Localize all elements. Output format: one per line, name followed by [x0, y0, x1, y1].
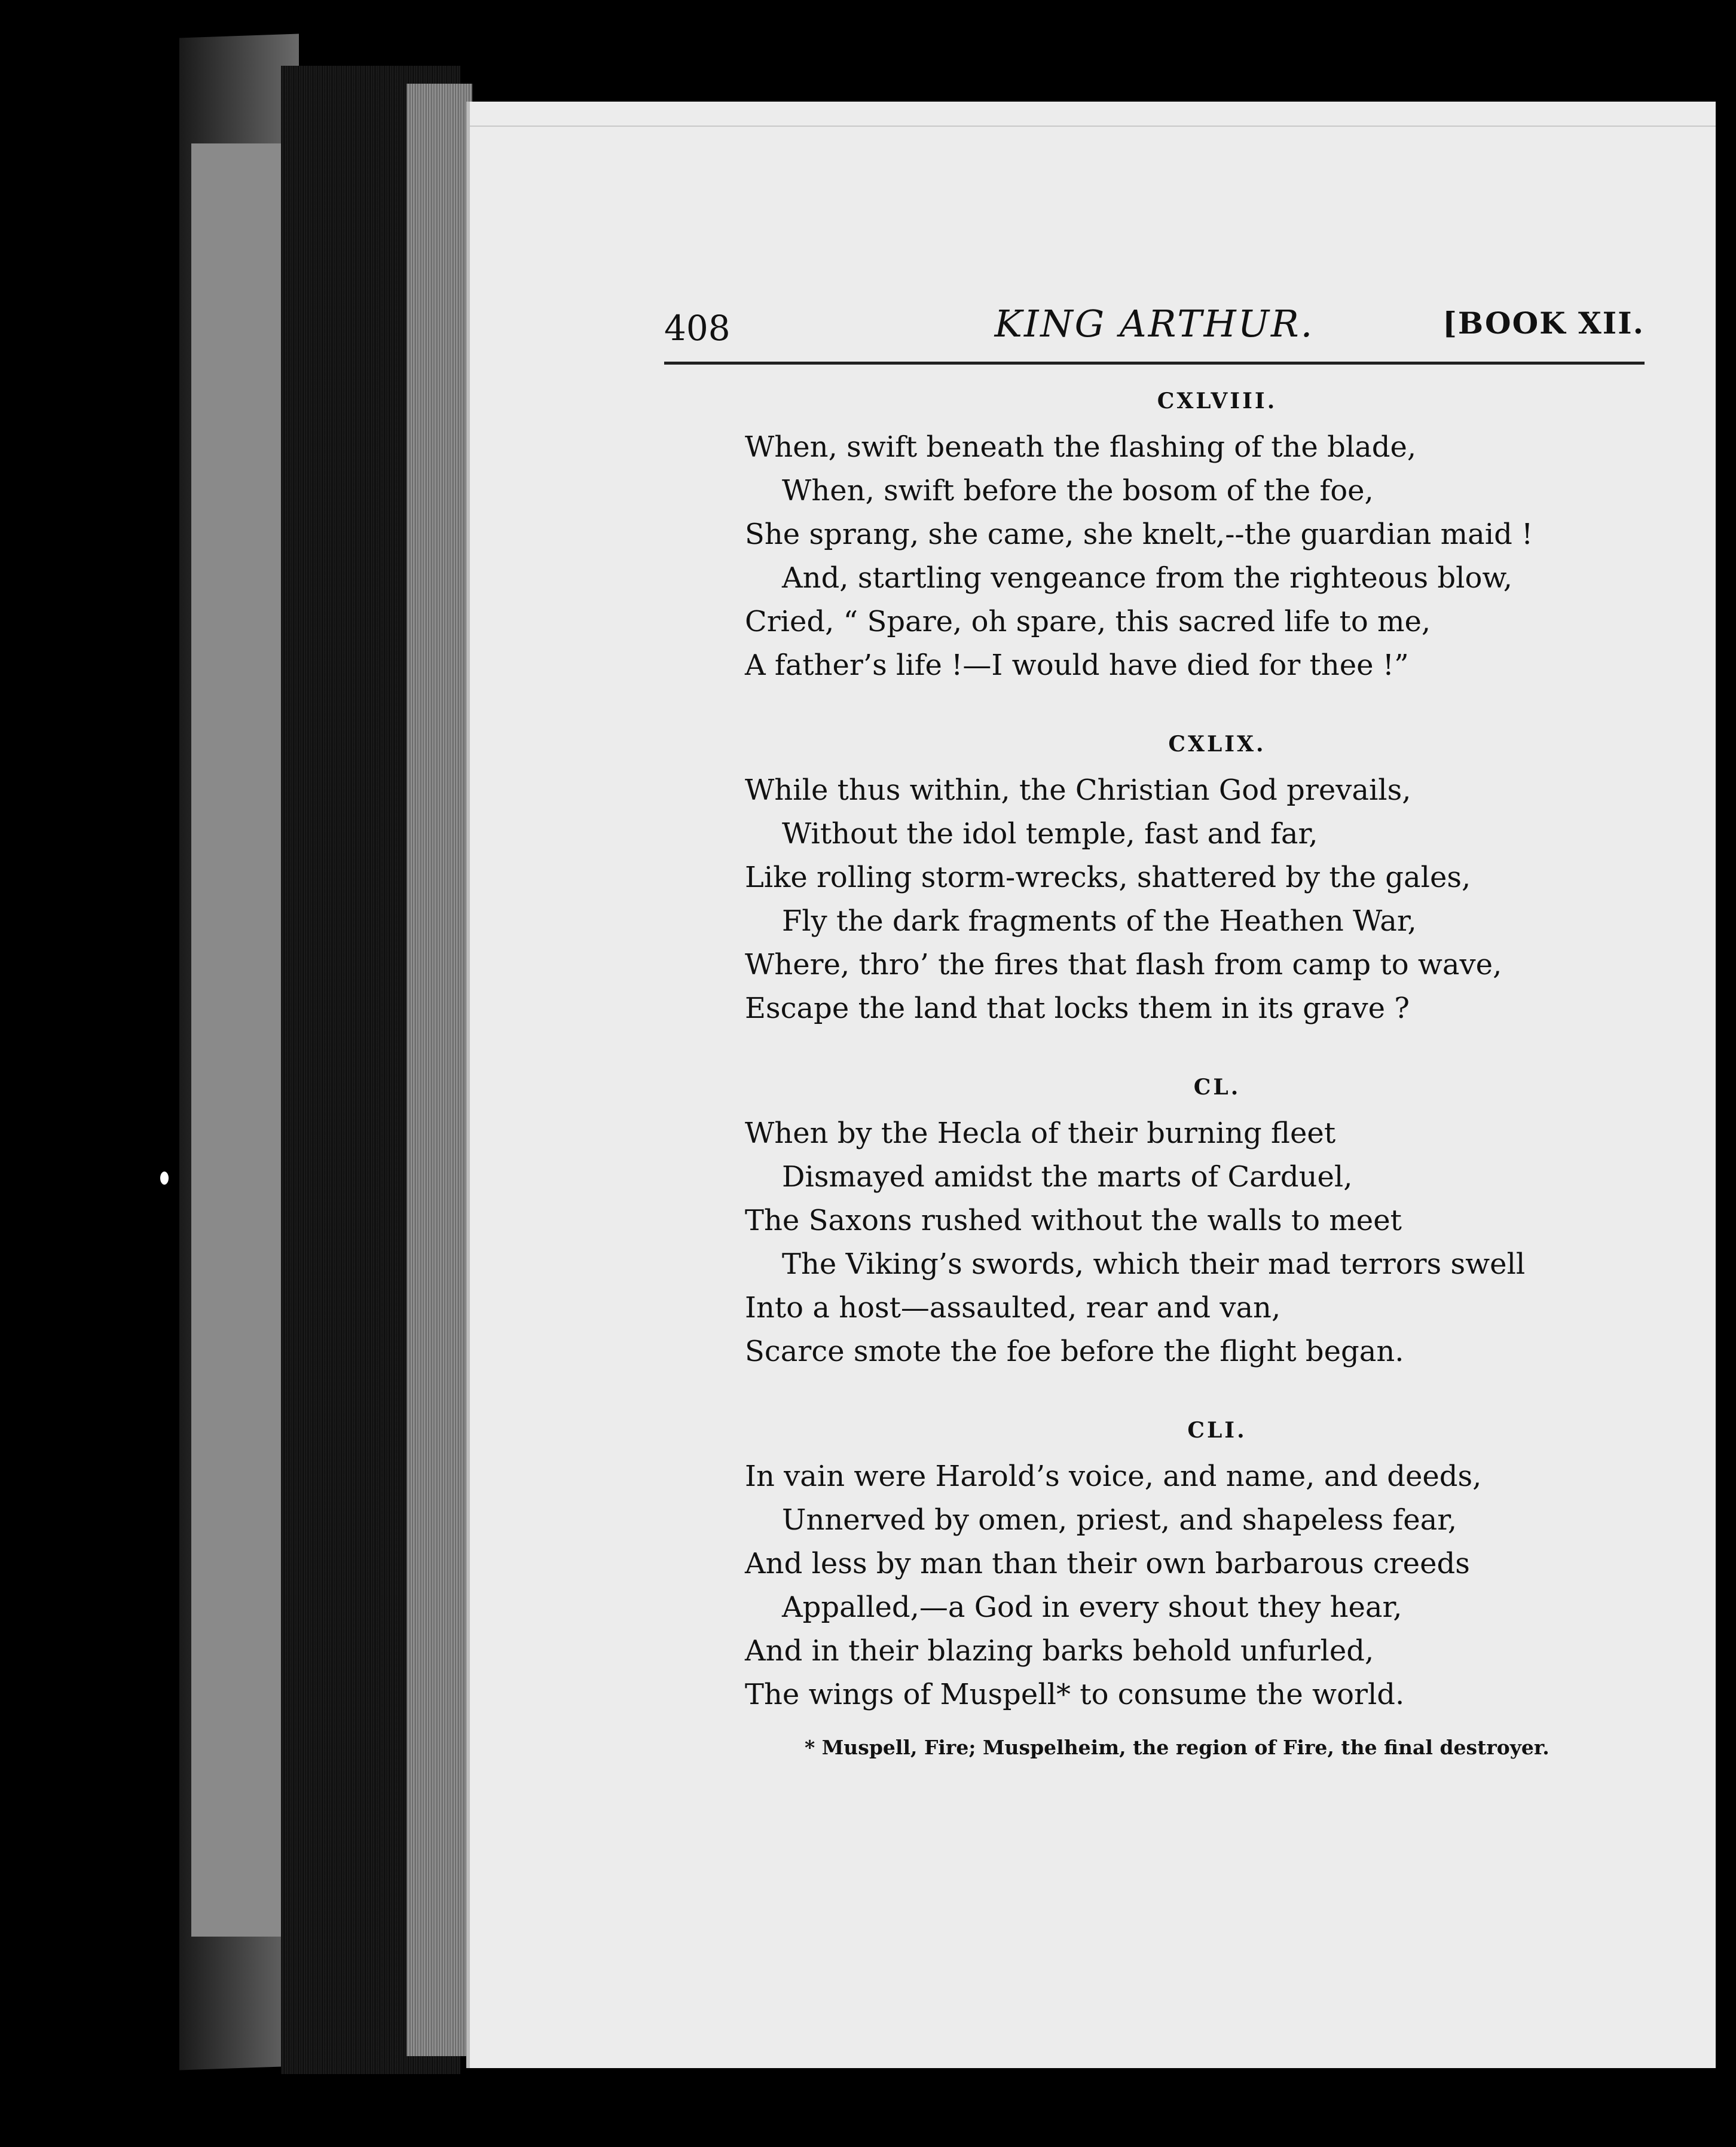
verse-line: Scarce smote the foe before the flight began. — [745, 1335, 1404, 1368]
verse-line: Into a host—assaulted, rear and van, — [745, 1291, 1281, 1325]
book-label: [BOOK XII. — [1442, 305, 1645, 341]
running-title: KING ARTHUR. — [994, 302, 1315, 345]
verse-line: Cried, “ Spare, oh spare, this sacred life to me, — [745, 605, 1431, 638]
verse-line: The Viking’s swords, which their mad terrors swell — [782, 1247, 1526, 1281]
stanza — [745, 1418, 1642, 1717]
verse-line: Like rolling storm-wrecks, shattered by the gales, — [745, 861, 1471, 894]
verse-line: And in their blazing barks behold unfurled, — [745, 1634, 1374, 1668]
verse-line: When by the Hecla of their burning fleet — [745, 1117, 1336, 1150]
verse-line: While thus within, the Christian God prevails, — [745, 773, 1411, 807]
dust-speck — [160, 1172, 169, 1185]
stanza — [745, 732, 1642, 1030]
verse-line: And, startling vengeance from the righteous blow, — [782, 561, 1513, 595]
stanza-number: CXLIX. — [1168, 732, 1266, 757]
page-top-line — [470, 126, 1716, 127]
verse-line: When, swift before the bosom of the foe, — [782, 474, 1374, 507]
running-head — [664, 302, 1645, 356]
header-rule — [664, 362, 1645, 365]
verse-line: Fly the dark fragments of the Heathen War, — [782, 904, 1417, 938]
verse-line: Appalled,—a God in every shout they hear, — [782, 1591, 1402, 1624]
verse-line: When, swift beneath the flashing of the blade, — [745, 430, 1417, 464]
verse-line: Where, thro’ the fires that flash from camp to wave, — [745, 948, 1502, 981]
verse-line: The wings of Muspell* to consume the world. — [745, 1678, 1405, 1711]
stanza-number: CXLVIII. — [1157, 389, 1277, 414]
verse-line: And less by man than their own barbarous creeds — [745, 1547, 1470, 1580]
page-number: 408 — [664, 308, 731, 348]
verse-line: In vain were Harold’s voice, and name, and deeds, — [745, 1460, 1482, 1493]
stanza — [745, 1075, 1642, 1374]
verse-line: Dismayed amidst the marts of Carduel, — [782, 1160, 1353, 1194]
page-edges-light — [407, 84, 472, 2056]
verse-line: Without the idol temple, fast and far, — [782, 817, 1318, 851]
verse-line: Unnerved by omen, priest, and shapeless fear, — [782, 1503, 1457, 1537]
poem-body — [745, 389, 1642, 1759]
footnote: * Muspell, Fire; Muspelheim, the region of Fire, the final destroyer. — [805, 1736, 1549, 1759]
verse-line: The Saxons rushed without the walls to meet — [745, 1204, 1402, 1237]
stanza — [745, 389, 1642, 687]
verse-line: Escape the land that locks them in its grave ? — [745, 992, 1410, 1025]
book-page — [466, 102, 1716, 2068]
stanza-number: CL. — [1193, 1075, 1241, 1100]
stanza-number: CLI. — [1187, 1418, 1247, 1443]
verse-line: She sprang, she came, she knelt,--the guardian maid ! — [745, 518, 1533, 551]
verse-line: A father’s life !—I would have died for thee !” — [745, 649, 1409, 682]
